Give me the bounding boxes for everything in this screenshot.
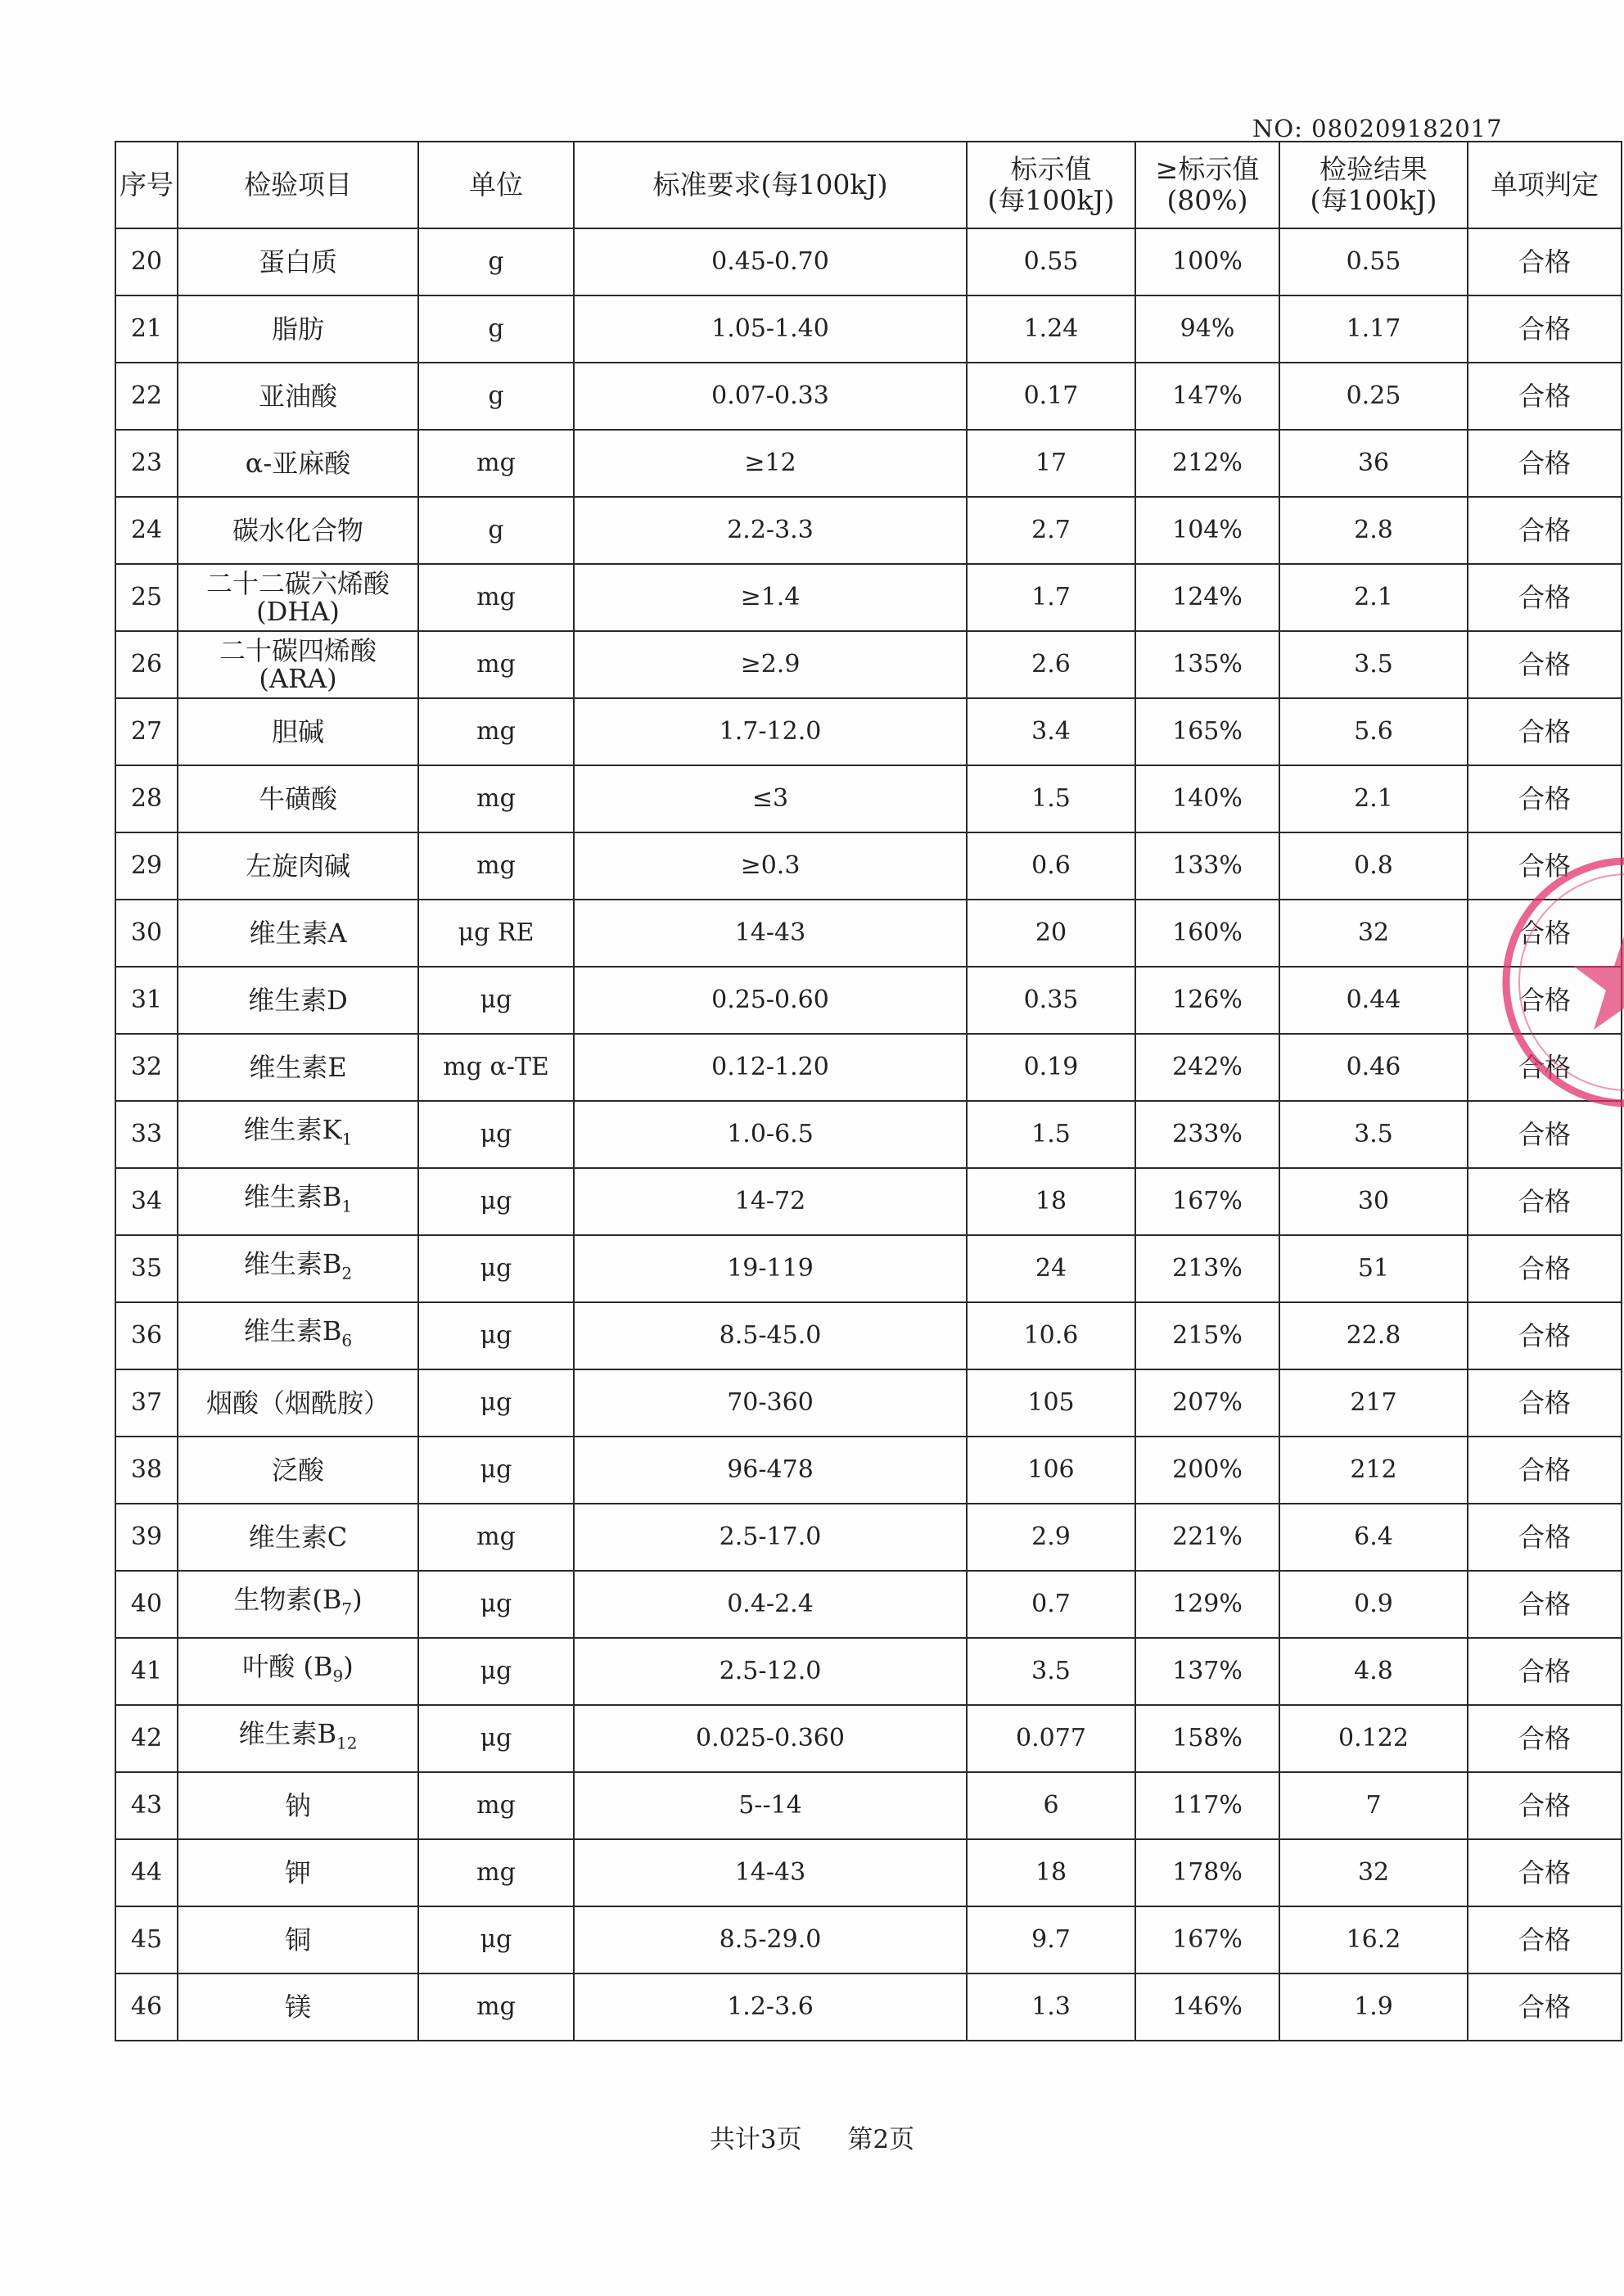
cell-result: 2.8	[1279, 497, 1468, 564]
cell-standard: 0.25-0.60	[574, 967, 967, 1034]
cell-item: 维生素$B_1$	[178, 1168, 418, 1235]
cell-judgement: 合格	[1468, 1369, 1622, 1437]
cell-judgement: 合格	[1468, 497, 1622, 564]
cell-no: 25	[115, 564, 178, 631]
cell-standard: ≥2.9	[574, 631, 967, 698]
cell-unit: g	[418, 363, 574, 430]
total-pages: 共计3页	[709, 2125, 802, 2154]
cell-unit: mg	[418, 1839, 574, 1906]
cell-standard: 14-43	[574, 1839, 967, 1906]
cell-no: 30	[115, 900, 178, 967]
cell-judgement: 合格	[1468, 1302, 1622, 1369]
cell-no: 37	[115, 1369, 178, 1437]
header-judgement: 单项判定	[1468, 142, 1622, 228]
cell-judgement: 合格	[1468, 1504, 1622, 1571]
cell-unit: μg	[418, 1369, 574, 1437]
cell-unit: μg	[418, 1235, 574, 1302]
cell-result: 212	[1279, 1437, 1468, 1504]
cell-unit: μg	[418, 1638, 574, 1705]
cell-no: 28	[115, 765, 178, 832]
table-row	[115, 1504, 1622, 1571]
table-row	[115, 698, 1622, 765]
table-row	[115, 1772, 1622, 1839]
header-ratio: ≥标示值 (80%)	[1135, 142, 1279, 228]
cell-no: 35	[115, 1235, 178, 1302]
header-unit: 单位	[418, 142, 574, 228]
cell-labeled: 2.9	[967, 1504, 1135, 1571]
cell-unit: mg	[418, 631, 574, 698]
cell-result: 0.55	[1279, 228, 1468, 295]
cell-judgement: 合格	[1468, 900, 1622, 967]
cell-unit: μg	[418, 1705, 574, 1772]
cell-labeled: 1.5	[967, 765, 1135, 832]
cell-standard: 8.5-29.0	[574, 1906, 967, 1973]
cell-unit: mg	[418, 832, 574, 900]
cell-judgement: 合格	[1468, 1571, 1622, 1638]
header-standard: 标准要求(每100kJ)	[574, 142, 967, 228]
cell-labeled: 18	[967, 1168, 1135, 1235]
cell-labeled: 6	[967, 1772, 1135, 1839]
cell-no: 43	[115, 1772, 178, 1839]
item-subscript: 1	[341, 1129, 353, 1149]
cell-labeled: 0.077	[967, 1705, 1135, 1772]
cell-result: 217	[1279, 1369, 1468, 1437]
cell-judgement: 合格	[1468, 1705, 1622, 1772]
cell-ratio: 140%	[1135, 765, 1279, 832]
current-page: 第2页	[847, 2125, 915, 2154]
cell-item: 胆碱	[178, 698, 418, 765]
cell-judgement: 合格	[1468, 698, 1622, 765]
item-subscript: 6	[341, 1330, 353, 1351]
cell-ratio: 124%	[1135, 564, 1279, 631]
page-footer	[0, 2118, 1624, 2155]
cell-item: 维生素D	[178, 967, 418, 1034]
table-row	[115, 1302, 1622, 1369]
table-row	[115, 967, 1622, 1034]
cell-ratio: 242%	[1135, 1034, 1279, 1101]
cell-unit: mg	[418, 765, 574, 832]
cell-item: 牛磺酸	[178, 765, 418, 832]
cell-no: 45	[115, 1906, 178, 1973]
cell-no: 24	[115, 497, 178, 564]
cell-labeled: 9.7	[967, 1906, 1135, 1973]
cell-no: 20	[115, 228, 178, 295]
cell-item: 维生素$B_{12}$	[178, 1705, 418, 1772]
cell-item: 碳水化合物	[178, 497, 418, 564]
table-row	[115, 832, 1622, 900]
cell-unit: mg α-TE	[418, 1034, 574, 1101]
cell-judgement: 合格	[1468, 564, 1622, 631]
cell-judgement: 合格	[1468, 1168, 1622, 1235]
cell-standard: 5--14	[574, 1772, 967, 1839]
table-row	[115, 228, 1622, 295]
cell-ratio: 133%	[1135, 832, 1279, 900]
table-row	[115, 1369, 1622, 1437]
cell-item: 钠	[178, 1772, 418, 1839]
cell-judgement: 合格	[1468, 1034, 1622, 1101]
table-header-row	[115, 142, 1622, 228]
cell-labeled: 105	[967, 1369, 1135, 1437]
cell-labeled: 18	[967, 1839, 1135, 1906]
cell-standard: ≥1.4	[574, 564, 967, 631]
cell-result: 4.8	[1279, 1638, 1468, 1705]
cell-standard: 1.2-3.6	[574, 1973, 967, 2041]
cell-judgement: 合格	[1468, 631, 1622, 698]
cell-standard: 96-478	[574, 1437, 967, 1504]
cell-no: 41	[115, 1638, 178, 1705]
cell-judgement: 合格	[1468, 1437, 1622, 1504]
cell-ratio: 146%	[1135, 1973, 1279, 2041]
cell-labeled: 24	[967, 1235, 1135, 1302]
table-row	[115, 363, 1622, 430]
cell-standard: ≥0.3	[574, 832, 967, 900]
cell-result: 1.9	[1279, 1973, 1468, 2041]
cell-labeled: 1.3	[967, 1973, 1135, 2041]
cell-no: 34	[115, 1168, 178, 1235]
cell-standard: 1.0-6.5	[574, 1101, 967, 1168]
table-row	[115, 1168, 1622, 1235]
cell-no: 44	[115, 1839, 178, 1906]
cell-no: 46	[115, 1973, 178, 2041]
cell-no: 27	[115, 698, 178, 765]
header-item: 检验项目	[178, 142, 418, 228]
cell-labeled: 3.4	[967, 698, 1135, 765]
cell-unit: μg	[418, 1571, 574, 1638]
cell-judgement: 合格	[1468, 1638, 1622, 1705]
cell-standard: 14-43	[574, 900, 967, 967]
cell-labeled: 2.6	[967, 631, 1135, 698]
cell-item: 镁	[178, 1973, 418, 2041]
cell-labeled: 3.5	[967, 1638, 1135, 1705]
cell-ratio: 104%	[1135, 497, 1279, 564]
cell-standard: 70-360	[574, 1369, 967, 1437]
table-row	[115, 497, 1622, 564]
cell-item: 蛋白质	[178, 228, 418, 295]
cell-no: 29	[115, 832, 178, 900]
table-row	[115, 1034, 1622, 1101]
cell-no: 42	[115, 1705, 178, 1772]
cell-unit: μg	[418, 1168, 574, 1235]
cell-unit: μg RE	[418, 900, 574, 967]
cell-ratio: 94%	[1135, 295, 1279, 363]
cell-result: 3.5	[1279, 631, 1468, 698]
cell-labeled: 1.7	[967, 564, 1135, 631]
cell-standard: 1.7-12.0	[574, 698, 967, 765]
cell-standard: ≤3	[574, 765, 967, 832]
cell-ratio: 160%	[1135, 900, 1279, 967]
cell-item: 左旋肉碱	[178, 832, 418, 900]
item-subscript: 9	[332, 1666, 344, 1686]
cell-judgement: 合格	[1468, 967, 1622, 1034]
table-row	[115, 1437, 1622, 1504]
cell-item: 维生素A	[178, 900, 418, 967]
cell-item: 维生素$B_6$	[178, 1302, 418, 1369]
cell-no: 39	[115, 1504, 178, 1571]
cell-standard: 2.5-12.0	[574, 1638, 967, 1705]
cell-result: 0.25	[1279, 363, 1468, 430]
cell-ratio: 212%	[1135, 430, 1279, 497]
cell-item: 维生素C	[178, 1504, 418, 1571]
cell-judgement: 合格	[1468, 1772, 1622, 1839]
cell-item: 亚油酸	[178, 363, 418, 430]
cell-standard: 0.025-0.360	[574, 1705, 967, 1772]
cell-ratio: 207%	[1135, 1369, 1279, 1437]
item-subscript: 2	[341, 1263, 353, 1283]
cell-unit: mg	[418, 1772, 574, 1839]
table-row	[115, 1638, 1622, 1705]
cell-result: 32	[1279, 900, 1468, 967]
cell-no: 23	[115, 430, 178, 497]
cell-labeled: 106	[967, 1437, 1135, 1504]
cell-ratio: 221%	[1135, 1504, 1279, 1571]
cell-result: 0.9	[1279, 1571, 1468, 1638]
cell-standard: 2.2-3.3	[574, 497, 967, 564]
cell-no: 36	[115, 1302, 178, 1369]
cell-no: 40	[115, 1571, 178, 1638]
cell-item: 二十二碳六烯酸 (DHA)	[178, 564, 418, 631]
cell-labeled: 0.6	[967, 832, 1135, 900]
cell-result: 2.1	[1279, 564, 1468, 631]
cell-no: 32	[115, 1034, 178, 1101]
cell-labeled: 0.17	[967, 363, 1135, 430]
cell-labeled: 0.7	[967, 1571, 1135, 1638]
header-result: 检验结果 (每100kJ)	[1279, 142, 1468, 228]
cell-result: 16.2	[1279, 1906, 1468, 1973]
cell-result: 1.17	[1279, 295, 1468, 363]
cell-ratio: 135%	[1135, 631, 1279, 698]
cell-result: 3.5	[1279, 1101, 1468, 1168]
cell-no: 22	[115, 363, 178, 430]
cell-labeled: 17	[967, 430, 1135, 497]
cell-judgement: 合格	[1468, 430, 1622, 497]
cell-result: 7	[1279, 1772, 1468, 1839]
cell-no: 38	[115, 1437, 178, 1504]
cell-labeled: 0.19	[967, 1034, 1135, 1101]
cell-no: 21	[115, 295, 178, 363]
cell-unit: mg	[418, 1504, 574, 1571]
cell-standard: 0.07-0.33	[574, 363, 967, 430]
cell-result: 32	[1279, 1839, 1468, 1906]
cell-standard: 0.12-1.20	[574, 1034, 967, 1101]
cell-labeled: 1.5	[967, 1101, 1135, 1168]
cell-ratio: 233%	[1135, 1101, 1279, 1168]
cell-standard: 8.5-45.0	[574, 1302, 967, 1369]
cell-judgement: 合格	[1468, 1235, 1622, 1302]
table-row	[115, 1235, 1622, 1302]
cell-item: α-亚麻酸	[178, 430, 418, 497]
cell-result: 0.8	[1279, 832, 1468, 900]
cell-standard: 0.4-2.4	[574, 1571, 967, 1638]
cell-result: 6.4	[1279, 1504, 1468, 1571]
cell-item: 泛酸	[178, 1437, 418, 1504]
table-row	[115, 564, 1622, 631]
cell-ratio: 167%	[1135, 1168, 1279, 1235]
cell-unit: mg	[418, 564, 574, 631]
report-number: NO: 080209182017	[1252, 115, 1503, 142]
table-body	[115, 228, 1622, 2041]
table-row	[115, 1839, 1622, 1906]
cell-unit: g	[418, 228, 574, 295]
cell-item: 铜	[178, 1906, 418, 1973]
cell-ratio: 126%	[1135, 967, 1279, 1034]
cell-result: 30	[1279, 1168, 1468, 1235]
cell-unit: g	[418, 497, 574, 564]
cell-labeled: 10.6	[967, 1302, 1135, 1369]
cell-labeled: 1.24	[967, 295, 1135, 363]
cell-labeled: 0.55	[967, 228, 1135, 295]
table-row	[115, 1571, 1622, 1638]
table-row	[115, 1973, 1622, 2041]
cell-no: 26	[115, 631, 178, 698]
cell-result: 0.122	[1279, 1705, 1468, 1772]
cell-ratio: 137%	[1135, 1638, 1279, 1705]
cell-item: 二十碳四烯酸(ARA)	[178, 631, 418, 698]
cell-item: 维生素$K_1$	[178, 1101, 418, 1168]
cell-ratio: 100%	[1135, 228, 1279, 295]
cell-judgement: 合格	[1468, 1973, 1622, 2041]
cell-unit: μg	[418, 1437, 574, 1504]
cell-unit: mg	[418, 1973, 574, 2041]
table-row	[115, 1101, 1622, 1168]
cell-result: 51	[1279, 1235, 1468, 1302]
cell-result: 22.8	[1279, 1302, 1468, 1369]
cell-item: 维生素E	[178, 1034, 418, 1101]
cell-unit: μg	[418, 1302, 574, 1369]
cell-standard: 19-119	[574, 1235, 967, 1302]
item-subscript: 12	[336, 1733, 358, 1753]
cell-unit: mg	[418, 698, 574, 765]
cell-ratio: 215%	[1135, 1302, 1279, 1369]
cell-standard: 14-72	[574, 1168, 967, 1235]
cell-judgement: 合格	[1468, 1839, 1622, 1906]
cell-judgement: 合格	[1468, 295, 1622, 363]
cell-ratio: 200%	[1135, 1437, 1279, 1504]
item-subscript: 1	[341, 1196, 353, 1216]
header-labeled: 标示值 (每100kJ)	[967, 142, 1135, 228]
cell-ratio: 147%	[1135, 363, 1279, 430]
table-row	[115, 900, 1622, 967]
inspection-results-table	[115, 141, 1622, 2041]
cell-ratio: 158%	[1135, 1705, 1279, 1772]
cell-unit: g	[418, 295, 574, 363]
cell-item: 生物素$(B_7)$	[178, 1571, 418, 1638]
cell-result: 2.1	[1279, 765, 1468, 832]
cell-ratio: 178%	[1135, 1839, 1279, 1906]
table-row	[115, 631, 1622, 698]
cell-item: 烟酸（烟酰胺）	[178, 1369, 418, 1437]
cell-labeled: 2.7	[967, 497, 1135, 564]
cell-unit: μg	[418, 1906, 574, 1973]
cell-item: 叶酸 $(B_9)$	[178, 1638, 418, 1705]
cell-judgement: 合格	[1468, 1906, 1622, 1973]
cell-result: 5.6	[1279, 698, 1468, 765]
cell-standard: 2.5-17.0	[574, 1504, 967, 1571]
cell-judgement: 合格	[1468, 832, 1622, 900]
cell-result: 36	[1279, 430, 1468, 497]
cell-labeled: 20	[967, 900, 1135, 967]
cell-labeled: 0.35	[967, 967, 1135, 1034]
cell-ratio: 129%	[1135, 1571, 1279, 1638]
cell-standard: ≥12	[574, 430, 967, 497]
cell-result: 0.44	[1279, 967, 1468, 1034]
cell-ratio: 117%	[1135, 1772, 1279, 1839]
cell-judgement: 合格	[1468, 1101, 1622, 1168]
table-row	[115, 1906, 1622, 1973]
cell-result: 0.46	[1279, 1034, 1468, 1101]
header-no: 序号	[115, 142, 178, 228]
cell-item: 维生素$B_2$	[178, 1235, 418, 1302]
table-row	[115, 430, 1622, 497]
table-row	[115, 765, 1622, 832]
cell-item: 脂肪	[178, 295, 418, 363]
item-subscript: 7	[341, 1599, 353, 1619]
cell-unit: μg	[418, 1101, 574, 1168]
cell-standard: 0.45-0.70	[574, 228, 967, 295]
cell-judgement: 合格	[1468, 363, 1622, 430]
cell-no: 33	[115, 1101, 178, 1168]
cell-unit: mg	[418, 430, 574, 497]
cell-judgement: 合格	[1468, 228, 1622, 295]
cell-judgement: 合格	[1468, 765, 1622, 832]
cell-standard: 1.05-1.40	[574, 295, 967, 363]
cell-no: 31	[115, 967, 178, 1034]
cell-ratio: 213%	[1135, 1235, 1279, 1302]
table-row	[115, 295, 1622, 363]
cell-unit: μg	[418, 967, 574, 1034]
table-row	[115, 1705, 1622, 1772]
cell-ratio: 165%	[1135, 698, 1279, 765]
cell-item: 钾	[178, 1839, 418, 1906]
cell-ratio: 167%	[1135, 1906, 1279, 1973]
